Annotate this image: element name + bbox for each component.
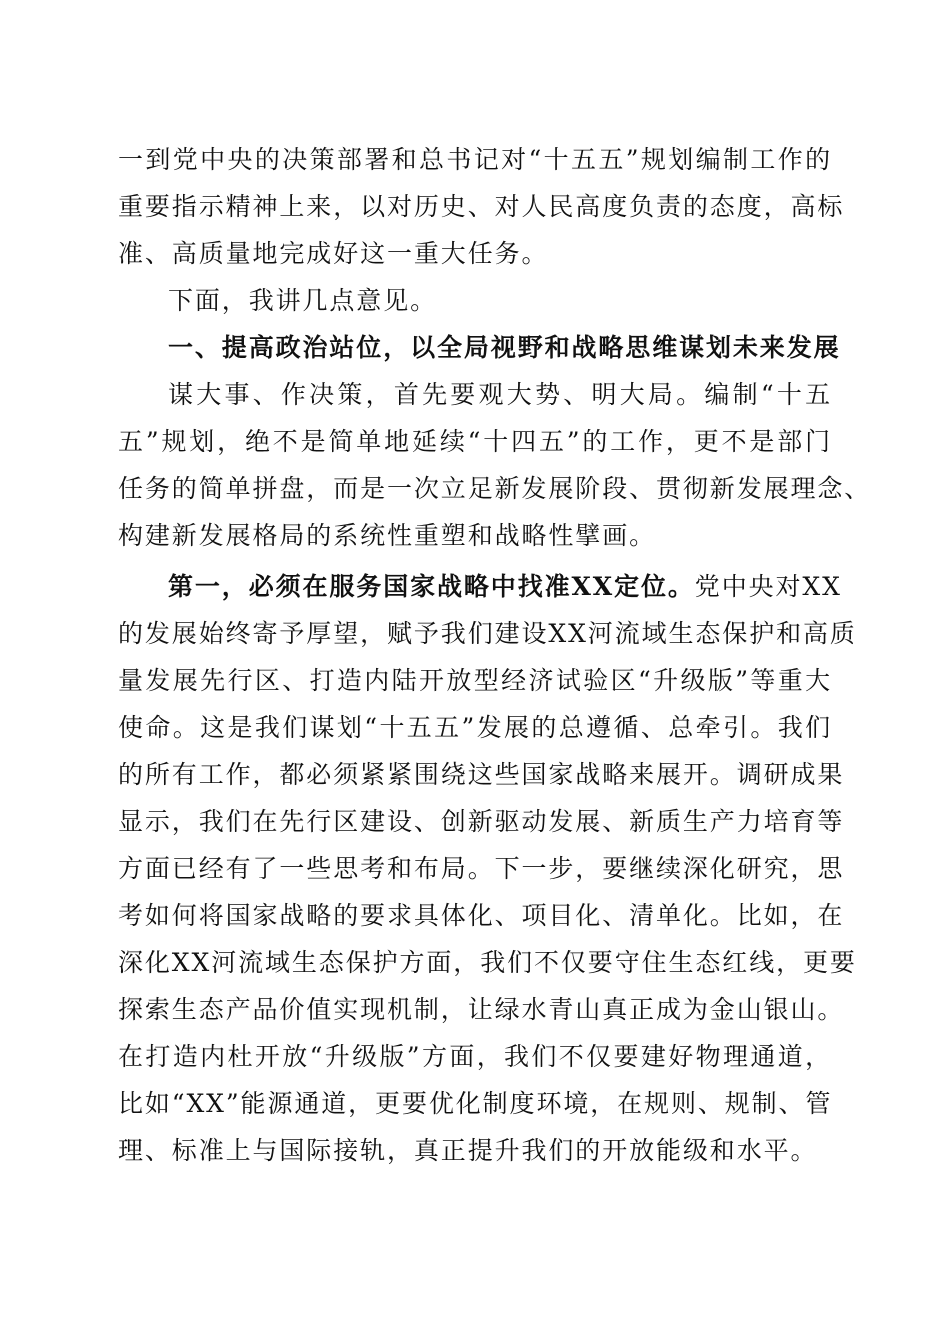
paragraph-line: 任务的简单拼盘，而是一次立足新发展阶段、贯彻新发展理念、 — [118, 474, 872, 503]
paragraph-line: 量发展先行区、打造内陆开放型经济试验区“升级版”等重大 — [118, 666, 832, 695]
paragraph-line: 在打造内杜开放“升级版”方面，我们不仅要建好物理通道， — [118, 1042, 832, 1071]
paragraph-line: 显示，我们在先行区建设、创新驱动发展、新质生产力培育等 — [118, 807, 845, 836]
paragraph-line: 考如何将国家战略的要求具体化、项目化、清单化。比如，在 — [118, 901, 845, 930]
point-one-first-line — [118, 563, 842, 610]
paragraph-line: 探索生态产品价值实现机制，让绿水青山真正成为金山银山。 — [118, 995, 845, 1024]
point-one-first-rest: 党中央对XX — [694, 572, 842, 601]
paragraph-line: 五”规划，绝不是简单地延续“十四五”的工作，更不是部门 — [118, 427, 832, 456]
transition-paragraph: 下面，我讲几点意见。 — [168, 286, 438, 315]
paragraph-line: 比如“XX”能源通道，更要优化制度环境，在规则、规制、管 — [118, 1089, 833, 1118]
paragraph-line: 的所有工作，都必须紧紧围绕这些国家战略来展开。调研成果 — [118, 760, 845, 789]
document-page — [118, 136, 872, 1174]
paragraph-line: 重要指示精神上来，以对历史、对人民高度负责的态度，高标 — [118, 192, 845, 221]
point-one-lead: 第一，必须在服务国家战略中找准XX定位。 — [168, 572, 695, 601]
paragraph-line: 构建新发展格局的系统性重塑和战略性擘画。 — [118, 521, 657, 550]
paragraph-line: 理、标准上与国际接轨，真正提升我们的开放能级和水平。 — [118, 1136, 818, 1165]
paragraph-line: 准、高质量地完成好这一重大任务。 — [118, 239, 549, 268]
paragraph-line: 使命。这是我们谋划“十五五”发展的总遵循、总牵引。我们 — [118, 713, 832, 742]
paragraph-line: 深化XX河流域生态保护方面，我们不仅要守住生态红线，更要 — [118, 948, 857, 977]
paragraph-line: 一到党中央的决策部署和总书记对“十五五”规划编制工作的 — [118, 145, 832, 174]
paragraph-line: 谋大事、作决策，首先要观大势、明大局。编制“十五 — [168, 380, 832, 409]
paragraph-line: 的发展始终寄予厚望，赋予我们建设XX河流域生态保护和高质 — [118, 619, 857, 648]
paragraph-line: 方面已经有了一些思考和布局。下一步，要继续深化研究，思 — [118, 854, 845, 883]
section-heading: 一、提高政治站位，以全局视野和战略思维谋划未来发展 — [168, 333, 841, 362]
